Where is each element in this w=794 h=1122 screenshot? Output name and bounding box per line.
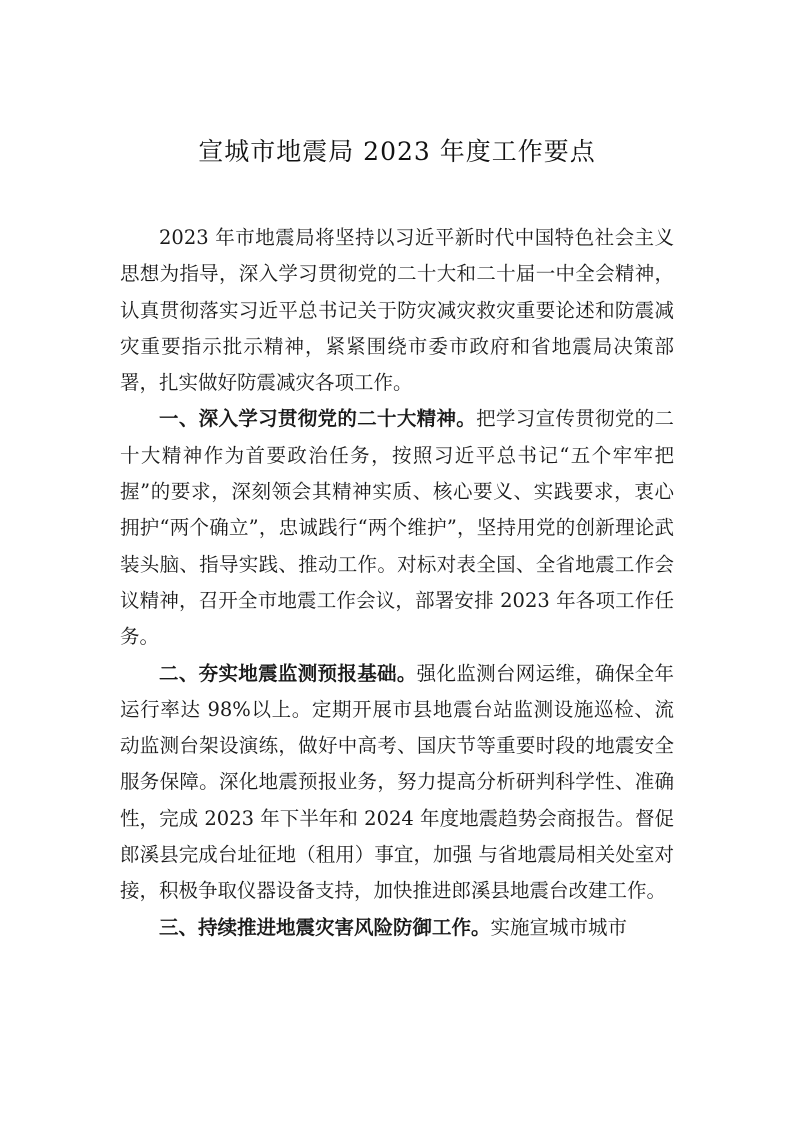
section-2-paragraph [120,656,674,910]
document-title: 宣城市地震局 2023 年度工作要点 [198,137,596,166]
section-1-heading: 一、深入学习贯彻党的二十大精神。 [159,407,477,431]
section-3-heading: 三、持续推进地震灾害风险防御工作。 [159,915,491,939]
section-1-paragraph [120,401,674,655]
section-3-text: 实施宣城市城市 [490,915,628,939]
section-2-heading: 二、夯实地震监测预报基础。 [159,661,417,685]
intro-paragraph: 2023 年市地震局将坚持以习近平新时代中国特色社会主义思想为指导，深入学习贯彻党的二十大和二十届一中全会精神，认真贯彻落实习近平总书记关于防灾减灾救灾重要论述和防震减灾重要指示批示精神，紧紧围绕市委市政府和省地震局决策部署，扎实做好防震减灾各项工作。 [120,226,674,395]
section-1-text: 把学习宣传贯彻党的二十大精神作为首要政治任务，按照习近平总书记“五个牢牢把握”的要求，深刻领会其精神实质、核心要义、实践要求，衷心拥护“两个确立”，忠诚践行“两个维护”，坚持用党的创新理论武装头脑、指导实践、推动工作。对标对表全国、全省地震工作会议精神，召开全市地震工作会议，部署安排 2023 年各项工作任务。 [120,407,674,649]
section-3-paragraph [120,910,674,946]
document-body [120,220,674,946]
section-2-text: 强化监测台网运维，确保全年运行率达 98%以上。定期开展市县地震台站监测设施巡检、流动监测台架设演练，做好中高考、国庆节等重要时段的地震安全服务保障。深化地震预报业务，努力提高分析研判科学性、准确性，完成 2023 年下半年和 2024 年度地震趋势会商报告。督促郎溪县完成台址征地（租用）事宜，加强 与省地震局相关处室对接，积极争取仪器设备支持，加快推进郎溪县地震台改建工作。 [120,661,674,903]
